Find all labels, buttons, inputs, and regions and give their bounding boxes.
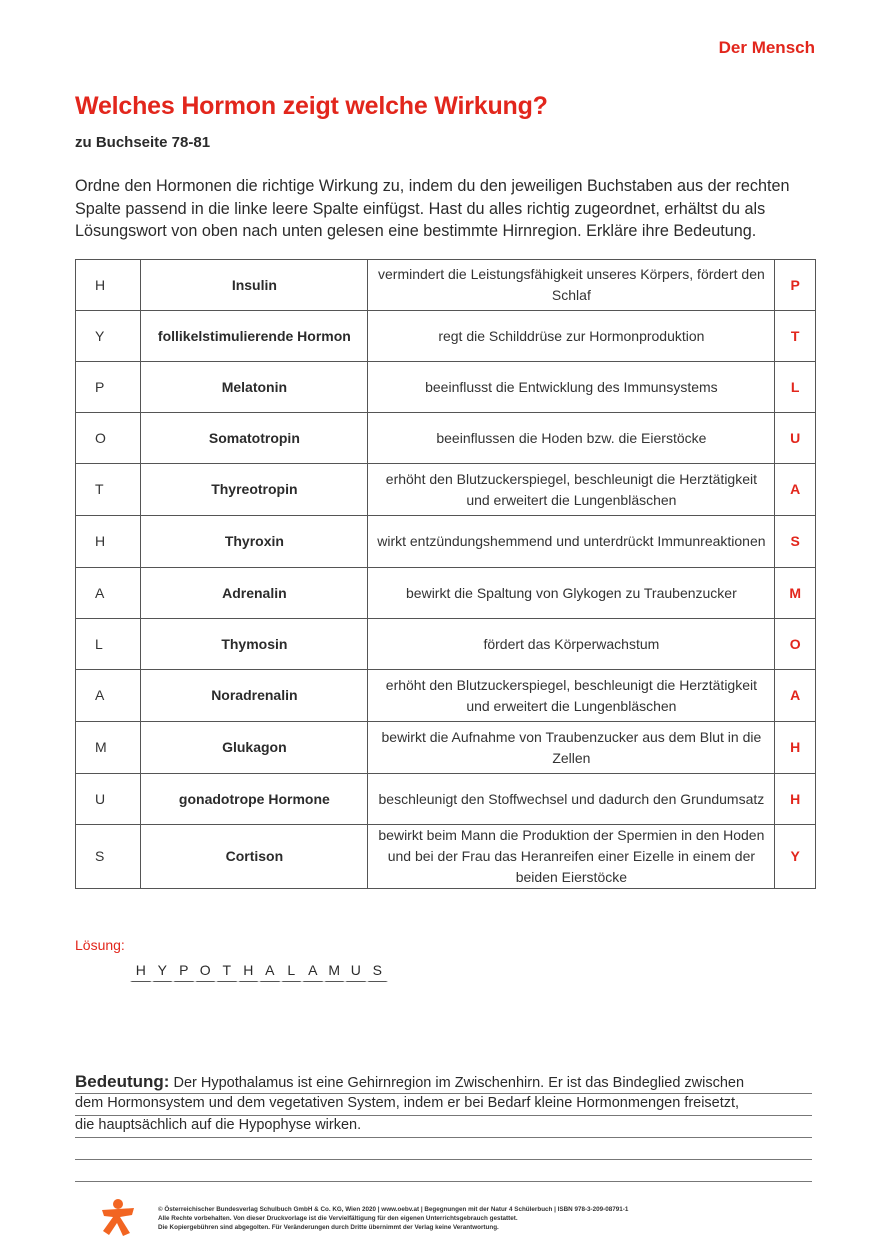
hormone-cell: Somatotropin [141,413,368,464]
solution-letter: Y [152,962,174,982]
letter-cell: O [775,619,816,670]
answer-cell: S [76,825,141,889]
meaning-block [75,1072,812,1182]
answer-cell: L [76,619,141,670]
hormone-cell: Glukagon [141,722,368,774]
answer-cell: H [76,516,141,568]
table-row [76,362,816,413]
letter-cell: Y [775,825,816,889]
publisher-logo-icon [98,1197,138,1237]
table-row [76,260,816,311]
hormone-cell: gonadotrope Hormone [141,774,368,825]
answer-cell: T [76,464,141,516]
letter-cell: A [775,670,816,722]
meaning-line [75,1138,812,1160]
effect-cell: bewirkt die Spaltung von Glykogen zu Traubenzucker [368,568,775,619]
letter-cell: L [775,362,816,413]
footer [98,1197,798,1237]
letter-cell: U [775,413,816,464]
instructions-text: Ordne den Hormonen die richtige Wirkung zu, indem du den jeweiligen Buchstaben aus der rechten Spalte passend in die linke leere Spalte einfügst. Hast du alles richtig zugeordnet, erhältst du als Lösungswort von oben nach unten gelesen eine bestimmte Hirnregion. Erkläre ihre Bedeutung. [75,177,790,240]
effect-cell: beeinflusst die Entwicklung des Immunsystems [368,362,775,413]
answer-cell: P [76,362,141,413]
solution-letter: L [281,962,303,982]
letter-cell: S [775,516,816,568]
letter-cell: A [775,464,816,516]
footer-line-3: Die Kopiergebühren sind abgegolten. Für Veränderungen durch Dritte übernimmt der Verlag keine Verantwortung. [158,1224,499,1231]
hormone-cell: Thymosin [141,619,368,670]
hormone-cell: Adrenalin [141,568,368,619]
solution-letter: H [130,962,152,982]
footer-line-2: Alle Rechte vorbehalten. Von dieser Druckvorlage ist die Vervielfältigung für den eigenen Unterrichtsgebrauch gestattet. [158,1215,518,1222]
table-row [76,670,816,722]
hormone-cell: Insulin [141,260,368,311]
solution-letter: A [302,962,324,982]
solution-letter: O [195,962,217,982]
effect-cell: erhöht den Blutzuckerspiegel, beschleunigt die Herztätigkeit und erweitert die Lungenbläschen [368,670,775,722]
letter-cell: M [775,568,816,619]
table-row [76,774,816,825]
effect-cell: regt die Schilddrüse zur Hormonproduktion [368,311,775,362]
table-row [76,413,816,464]
table-row [76,722,816,774]
effect-cell: vermindert die Leistungsfähigkeit unseres Körpers, fördert den Schlaf [368,260,775,311]
answer-cell: O [76,413,141,464]
solution-letter: A [259,962,281,982]
footer-text [158,1205,628,1232]
answer-cell: M [76,722,141,774]
effect-cell: wirkt entzündungshemmend und unterdrückt Immunreaktionen [368,516,775,568]
hormone-cell: Noradrenalin [141,670,368,722]
answer-cell: H [76,260,141,311]
section-label: Der Mensch [718,38,815,57]
hormone-cell: Melatonin [141,362,368,413]
table-row [76,568,816,619]
table-row [76,619,816,670]
answer-cell: Y [76,311,141,362]
answer-cell: A [76,670,141,722]
meaning-line [75,1160,812,1182]
solution-letter: P [173,962,195,982]
hormone-table [75,259,816,889]
effect-cell: bewirkt die Aufnahme von Traubenzucker aus dem Blut in die Zellen [368,722,775,774]
meaning-line: die hauptsächlich auf die Hypophyse wirken. [75,1116,812,1138]
table-row [76,825,816,889]
solution-letter: U [345,962,367,982]
page-title: Welches Hormon zeigt welche Wirkung? [75,92,548,120]
page-subtitle: zu Buchseite 78-81 [75,134,211,151]
hormone-cell: Cortison [141,825,368,889]
effect-cell: bewirkt beim Mann die Produktion der Spermien in den Hoden und bei der Frau das Heranreifen einer Eizelle in einem der beiden Eierstöcke [368,825,775,889]
effect-cell: beeinflussen die Hoden bzw. die Eierstöcke [368,413,775,464]
hormone-cell: follikelstimulierende Hormon [141,311,368,362]
answer-cell: A [76,568,141,619]
table-row [76,464,816,516]
effect-cell: fördert das Körperwachstum [368,619,775,670]
solution-letter: H [238,962,260,982]
hormone-cell: Thyroxin [141,516,368,568]
solution-word [130,962,388,982]
letter-cell: H [775,722,816,774]
meaning-label: Bedeutung: [75,1072,170,1091]
letter-cell: T [775,311,816,362]
meaning-line [75,1072,812,1094]
letter-cell: H [775,774,816,825]
footer-line-1: © Österreichischer Bundesverlag Schulbuch GmbH & Co. KG, Wien 2020 | www.oebv.at | Begegnungen mit der Natur 4 Schülerbuch | ISBN 978-3-209-08791-1 [158,1206,629,1213]
effect-cell: beschleunigt den Stoffwechsel und dadurch den Grundumsatz [368,774,775,825]
meaning-line: dem Hormonsystem und dem vegetativen System, indem er bei Bedarf kleine Hormonmengen freisetzt, [75,1094,812,1116]
solution-letter: M [324,962,346,982]
solution-label: Lösung: [75,937,125,953]
hormone-cell: Thyreotropin [141,464,368,516]
letter-cell: P [775,260,816,311]
solution-letter: T [216,962,238,982]
meaning-text: Der Hypothalamus ist eine Gehirnregion im Zwischenhirn. Er ist das Bindeglied zwischen [173,1075,745,1091]
solution-letter: S [367,962,389,982]
effect-cell: erhöht den Blutzuckerspiegel, beschleunigt die Herztätigkeit und erweitert die Lungenbläschen [368,464,775,516]
table-row [76,311,816,362]
answer-cell: U [76,774,141,825]
table-row [76,516,816,568]
